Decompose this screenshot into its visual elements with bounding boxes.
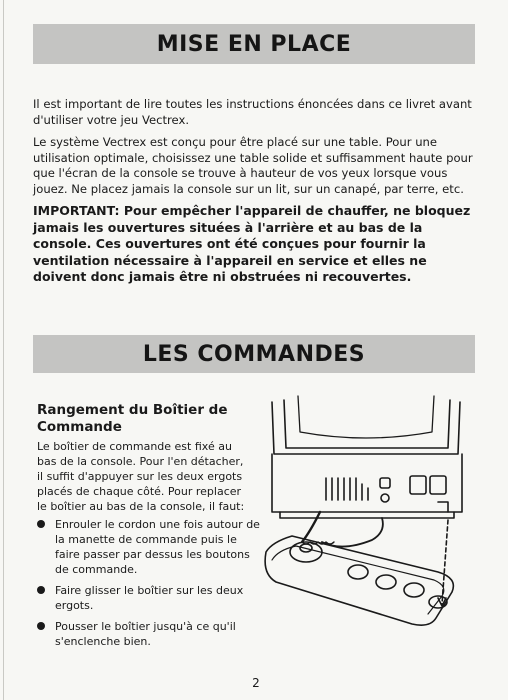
bullet-icon	[37, 586, 45, 594]
placement-paragraph: Le système Vectrex est conçu pour être placé sur une table. Pour une utilisation optimale, choisissez une table solide et suffisamment haute pour que l'écran de la console se trouve à hauteur de vos yeux lorsque vous jouez. Ne placez jamais la console sur un lit, sur un canapé, par terre, etc.	[33, 135, 473, 196]
section-title-mise-en-place: MISE EN PLACE	[33, 24, 475, 64]
page-number: 2	[252, 676, 260, 690]
important-warning: IMPORTANT: Pour empêcher l'appareil de chauffer, ne bloquez jamais les ouvertures situées à l'arrière et au bas de la console. Ces ouvertures ont été conçues pour fournir la ventilation nécessaire à l'appareil en service et elles ne doivent donc jamais être ni obstruées ni recouvertes.	[33, 203, 471, 284]
list-item-text: Faire glisser le boîtier sur les deux ergots.	[55, 584, 244, 612]
page-edge-line	[3, 0, 4, 700]
controller-storage-body: Le boîtier de commande est fixé au bas de la console. Pour l'en détacher, il suffit d'appuyer sur les deux ergots placés de chaque côté. Pour replacer le boîtier au bas de la console, il faut:	[37, 440, 245, 513]
intro-paragraph: Il est important de lire toutes les instructions énoncées dans ce livret avant d'utiliser votre jeu Vectrex.	[33, 97, 472, 127]
section-title-les-commandes: LES COMMANDES	[33, 335, 475, 373]
list-item	[35, 583, 265, 613]
controller-storage-heading: Rangement du Boîtier de Commande	[37, 402, 228, 435]
list-item	[35, 619, 265, 649]
bullet-icon	[37, 622, 45, 630]
list-item-text: Pousser le boîtier jusqu'à ce qu'il s'enclenche bien.	[55, 620, 236, 648]
bullet-icon	[37, 520, 45, 528]
vectrex-console-illustration	[262, 392, 470, 630]
storage-steps-list	[35, 517, 265, 655]
list-item-text: Enrouler le cordon une fois autour de la manette de commande puis le faire passer par dessus les boutons de commande.	[55, 518, 260, 576]
list-item	[35, 517, 265, 577]
